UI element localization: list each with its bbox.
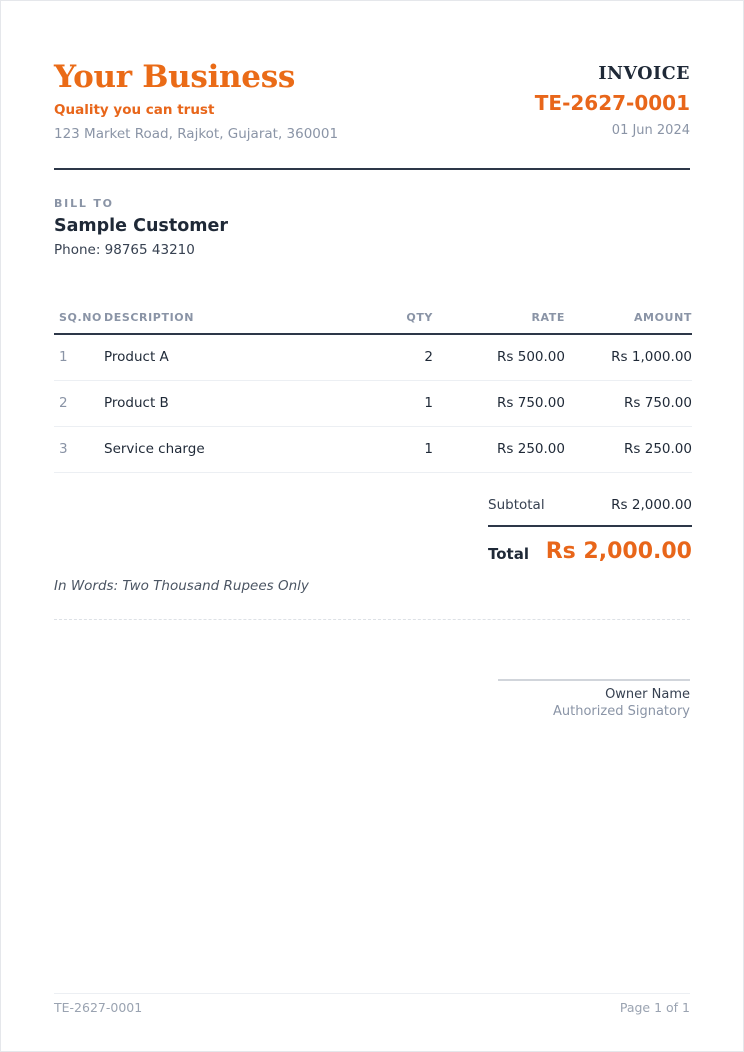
amount-in-words: In Words: Two Thousand Rupees Only <box>54 578 309 594</box>
table-row <box>54 427 692 473</box>
header-sq-no: SQ.NO <box>59 311 103 324</box>
header-description: DESCRIPTION <box>104 311 195 324</box>
row-amount: Rs 750.00 <box>624 395 692 411</box>
table-row <box>54 381 692 427</box>
row-rate: Rs 250.00 <box>497 441 565 457</box>
footer-page-number: Page 1 of 1 <box>619 1000 690 1015</box>
row-amount: Rs 1,000.00 <box>611 349 692 365</box>
table-row <box>54 335 692 381</box>
signatory-role: Authorized Signatory <box>553 703 690 719</box>
invoice-number: TE-2627-0001 <box>534 91 690 115</box>
subtotal-value: Rs 2,000.00 <box>611 497 692 513</box>
signatory-name: Owner Name <box>605 686 690 702</box>
row-description: Service charge <box>104 441 205 457</box>
business-name: Your Business <box>54 59 296 95</box>
row-rate: Rs 500.00 <box>497 349 565 365</box>
row-no: 1 <box>59 349 68 365</box>
total-row <box>488 527 692 567</box>
bill-to-label: BILL TO <box>54 197 114 210</box>
row-no: 2 <box>59 395 68 411</box>
business-address: 123 Market Road, Rajkot, Gujarat, 360001 <box>54 126 339 142</box>
header-divider <box>54 168 690 170</box>
header-amount: AMOUNT <box>633 311 692 324</box>
signature-line <box>498 679 690 681</box>
header-rate: RATE <box>531 311 565 324</box>
row-description: Product B <box>104 395 169 411</box>
bill-to-section <box>54 197 228 258</box>
row-amount: Rs 250.00 <box>624 441 692 457</box>
subtotal-row <box>488 494 692 524</box>
footer-invoice-number: TE-2627-0001 <box>54 1000 143 1015</box>
customer-phone: Phone: 98765 43210 <box>54 242 195 258</box>
total-label: Total <box>488 545 529 563</box>
row-rate: Rs 750.00 <box>497 395 565 411</box>
subtotal-label: Subtotal <box>488 497 545 513</box>
row-qty: 2 <box>424 349 433 365</box>
header-qty: QTY <box>406 311 433 324</box>
total-value: Rs 2,000.00 <box>545 539 692 564</box>
invoice-label: INVOICE <box>598 64 690 84</box>
customer-name: Sample Customer <box>54 216 228 236</box>
invoice-date: 01 Jun 2024 <box>611 123 690 138</box>
line-items-table <box>54 307 692 473</box>
row-description: Product A <box>104 349 169 365</box>
totals-section <box>488 494 692 567</box>
row-qty: 1 <box>424 395 433 411</box>
invoice-header <box>54 59 690 169</box>
business-tagline: Quality you can trust <box>54 102 215 118</box>
row-no: 3 <box>59 441 68 457</box>
signature-block <box>498 679 690 719</box>
dashed-divider <box>54 619 690 620</box>
footer-divider <box>54 993 690 994</box>
table-header-row <box>54 307 692 335</box>
row-qty: 1 <box>424 441 433 457</box>
